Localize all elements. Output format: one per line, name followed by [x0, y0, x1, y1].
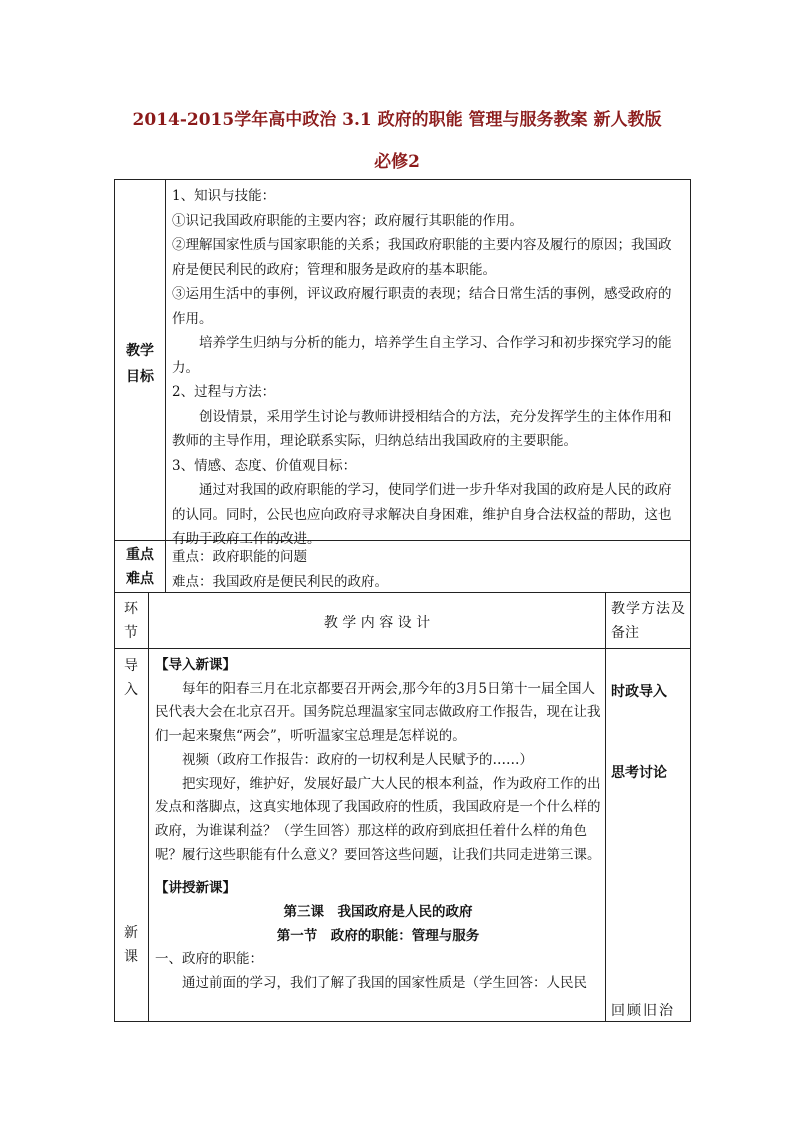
objective-line: ②理解国家性质与国家职能的关系；我国政府职能的主要内容及履行的原因；我国政府是便民利民的政府；管理和服务是政府的基本职能。 — [172, 237, 672, 278]
stage-new-lesson: 新课 — [124, 925, 138, 965]
keypoints-content — [172, 545, 684, 594]
table-border-right — [690, 179, 691, 1022]
document-title-line1: 2014-2015学年高中政治 3.1 政府的职能 管理与服务教案 新人教版 — [132, 110, 662, 130]
column-divider-stage — [148, 592, 149, 1022]
objective-line: 1、知识与技能： — [172, 188, 276, 204]
method-note: 时政导入 — [611, 684, 667, 700]
objective-line: ③运用生活中的事例，评议政府履行职责的表现；结合日常生活的事例，感受政府的作用。 — [172, 286, 672, 327]
key-point: 重点：政府职能的问题 — [172, 549, 307, 565]
intro-paragraph: 每年的阳春三月在北京都要召开两会,那今年的3月5日第十一届全国人民代表大会在北京召开。国务院总理温家宝同志做政府工作报告，现在让我们一起来聚焦“两会”，听听温家宝总理是怎样说的。 — [155, 680, 601, 745]
column-divider-method — [605, 592, 606, 1022]
chapter-title: 第三课 我国政府是人民的政府 — [283, 904, 473, 921]
objective-line: 通过对我国的政府职能的学习，使同学们进一步升华对我国的政府是人民的政府的认同。同时，公民也应向政府寻求解决自身困难，维护自身合法权益的帮助，这也有助于政府工作的改进。 — [172, 482, 672, 547]
section-title: 第一节 政府的职能：管理与服务 — [276, 927, 480, 944]
objective-line: 2、过程与方法： — [172, 384, 276, 400]
lesson-content — [155, 654, 601, 996]
stage-header: 环节 — [124, 601, 138, 641]
content-header: 教 学 内 容 设 计 — [323, 615, 431, 631]
table-border-left — [114, 179, 115, 1022]
intro-video-note: 视频（政府工作报告：政府的一切权利是人民赋予的……） — [182, 751, 533, 768]
method-note: 回顾旧治 — [611, 1003, 675, 1019]
new-lesson-heading: 【讲授新课】 — [155, 880, 236, 897]
point-text: 通过前面的学习，我们了解了我国的国家性质是（学生回答：人民民 — [182, 975, 587, 992]
document-title-line2: 必修2 — [374, 152, 420, 172]
table-border-top — [114, 179, 691, 180]
objective-line: 创设情景，采用学生讨论与教师讲授相结合的方法，充分发挥学生的主体作用和教师的主导作用，理论联系实际，归纳总结出我国政府的主要职能。 — [172, 408, 672, 449]
lesson-plan-table — [114, 179, 691, 1022]
objective-line: 3、情感、态度、价值观目标： — [172, 457, 357, 474]
objective-line: ①识记我国政府职能的主要内容；政府履行其职能的作用。 — [172, 212, 523, 229]
intro-heading: 【导入新课】 — [155, 657, 236, 673]
objective-line: 培养学生归纳与分析的能力，培养学生自主学习、合作学习和初步探究学习的能力。 — [172, 335, 672, 376]
method-note: 思考讨论 — [611, 765, 667, 781]
objectives-content — [172, 184, 684, 552]
method-header: 教学方法及备注 — [611, 601, 685, 641]
difficulty-point: 难点：我国政府是便民利民的政府。 — [172, 573, 388, 590]
objectives-label: 教学目标 — [126, 343, 154, 385]
point-heading: 一、政府的职能： — [155, 951, 263, 968]
stage-intro: 导入 — [124, 658, 138, 698]
column-divider-label — [165, 179, 166, 593]
keypoints-label: 重点难点 — [126, 547, 154, 587]
intro-paragraph: 把实现好，维护好，发展好最广大人民的根本利益，作为政府工作的出发点和落脚点，这真实地体现了我国政府的性质，我国政府是一个什么样的政府，为谁谋利益？（学生回答）那这样的政府到底担任着什么样的角色呢？履行这些职能有什么意义？要回答这些问题，让我们共同走进第三课。 — [155, 775, 601, 863]
